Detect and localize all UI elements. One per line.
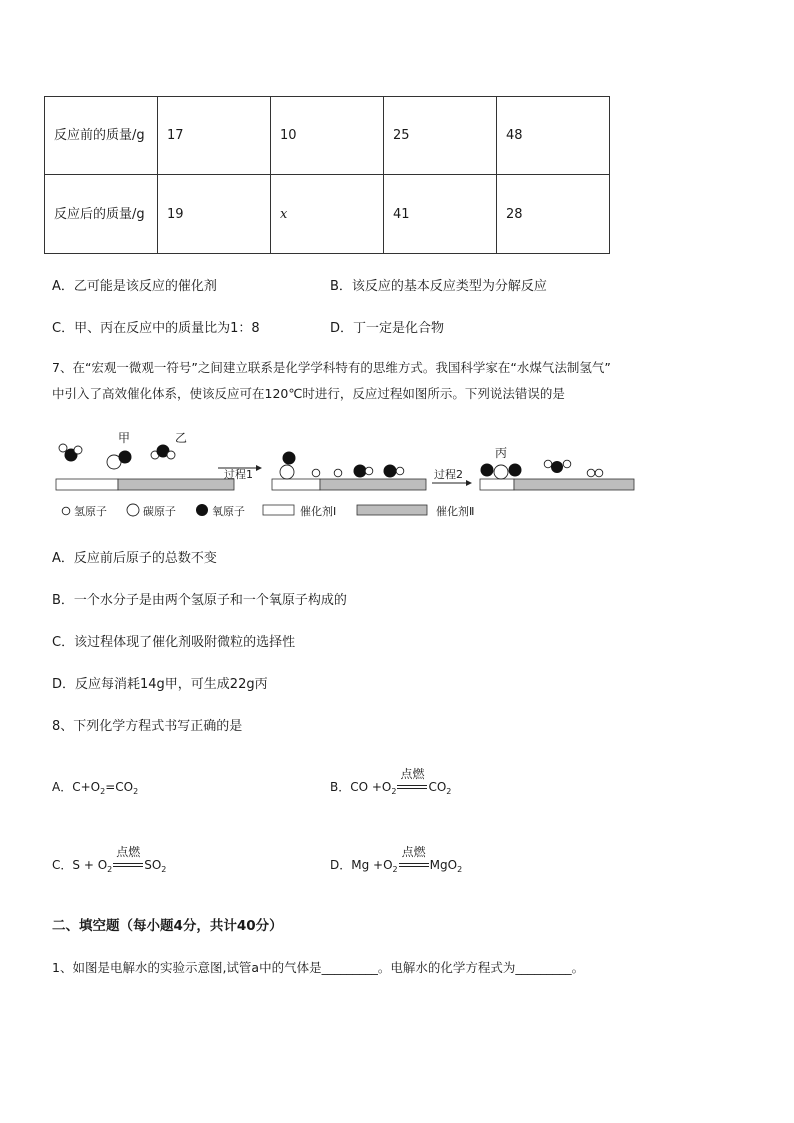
equation-products: CO: [428, 780, 447, 794]
equation-reactants: CO +O: [350, 780, 392, 794]
q7-stem-line1: 7、在“宏观一微观一符号”之间建立联系是化学学科特有的思维方式。我国科学家在“水煤气法制氢气”: [52, 360, 611, 375]
ignition-condition: [113, 844, 143, 873]
table-cell: 28: [497, 175, 610, 254]
label-bing: 丙: [495, 446, 508, 460]
equation-products: =CO: [105, 780, 134, 794]
mass-table: [44, 96, 610, 254]
option-letter: D．: [330, 858, 352, 872]
subscript: 2: [107, 865, 113, 874]
catalyst-bar-2: [272, 479, 426, 490]
q8-option-b: [330, 766, 452, 796]
table-cell: 10: [271, 97, 384, 175]
ignition-condition: [397, 766, 427, 795]
q7-option-d: D．反应每消耗14g甲，可生成22g丙: [52, 677, 268, 692]
q6-option-c: C．甲、丙在反应中的质量比为1：8: [52, 321, 260, 336]
water-molecule: [544, 460, 571, 473]
option-letter: A．: [52, 780, 73, 794]
condition-label: 点燃: [401, 844, 426, 859]
label-jia: 甲: [118, 431, 131, 445]
table-cell: 48: [497, 97, 610, 175]
reaction-process-figure: [52, 426, 652, 522]
equation-products: MgO: [429, 858, 458, 872]
hydrogen-atom: [334, 469, 342, 477]
co2-molecule: [481, 464, 522, 480]
q6-option-a: A．乙可能是该反应的催化剂: [52, 279, 217, 294]
equation-reactants: S + O: [72, 858, 108, 872]
condition-label: 点燃: [400, 766, 425, 781]
q7-option-c: C．该过程体现了催化剂吸附微粒的选择性: [52, 635, 296, 650]
catalyst-bar-1: [56, 479, 234, 490]
equation-reactants: C+O: [72, 780, 101, 794]
section-title: 二、填空题（每小题4分，共计40分）: [52, 918, 283, 934]
subscript: 2: [392, 865, 398, 874]
figure-legend: [62, 504, 474, 518]
water-molecule: [59, 444, 82, 462]
q6-option-d: D．丁一定是化合物: [330, 321, 445, 336]
subscript: 2: [391, 787, 397, 796]
q7-option-a: A．反应前后原子的总数不变: [52, 551, 217, 566]
table-cell: 25: [384, 97, 497, 175]
q7-stem-line2: 中引入了高效催化体系，使该反应可在120℃时进行，反应过程如图所示。下列说法错误的是: [52, 386, 565, 401]
legend-catalyst-2: 催化剂Ⅱ: [436, 505, 475, 518]
option-letter: B．: [330, 780, 351, 794]
subscript: 2: [161, 865, 167, 874]
legend-oxygen: 氧原子: [212, 505, 245, 518]
water-molecule: [151, 445, 175, 460]
fill-question-1: 1、如图是电解水的实验示意图,试管a中的气体是_________。电解水的化学方程式为_________。: [52, 960, 585, 975]
subscript: 2: [133, 787, 139, 796]
co-molecule: [107, 451, 132, 470]
table-cell: 41: [384, 175, 497, 254]
legend-hydrogen: 氢原子: [74, 505, 107, 518]
row-label: 反应前的质量/g: [45, 97, 158, 175]
hydrogen-atom: [312, 469, 320, 477]
q8-option-d: [330, 844, 463, 874]
subscript: 2: [100, 787, 106, 796]
q8-stem: 8、下列化学方程式书写正确的是: [52, 719, 243, 734]
q8-option-c: [52, 844, 167, 874]
option-letter: C．: [52, 858, 73, 872]
table-cell: x: [271, 175, 384, 254]
hydrogen-molecule: [587, 469, 603, 477]
subscript: 2: [457, 865, 463, 874]
process-2-label: 过程2: [434, 468, 463, 481]
subscript: 2: [446, 787, 452, 796]
table-row: [45, 175, 610, 254]
adsorbed-co: [280, 452, 296, 480]
catalyst-bar-3: [480, 479, 634, 490]
q8-option-a: [52, 778, 138, 796]
adsorbed-oh: [354, 465, 373, 478]
row-label: 反应后的质量/g: [45, 175, 158, 254]
process-1-label: 过程1: [224, 468, 253, 481]
table-row: [45, 97, 610, 175]
table-cell: 17: [158, 97, 271, 175]
condition-label: 点燃: [116, 844, 141, 859]
equation-reactants: Mg +O: [351, 858, 393, 872]
equation-products: SO: [144, 858, 162, 872]
q6-option-b: B．该反应的基本反应类型为分解反应: [330, 279, 547, 294]
table-cell: 19: [158, 175, 271, 254]
q7-option-b: B．一个水分子是由两个氢原子和一个氧原子构成的: [52, 593, 347, 608]
label-yi: 乙: [175, 431, 188, 445]
legend-catalyst-1: 催化剂Ⅰ: [300, 505, 337, 518]
ignition-condition: [399, 844, 429, 873]
legend-carbon: 碳原子: [143, 505, 176, 518]
adsorbed-oh: [384, 465, 404, 478]
